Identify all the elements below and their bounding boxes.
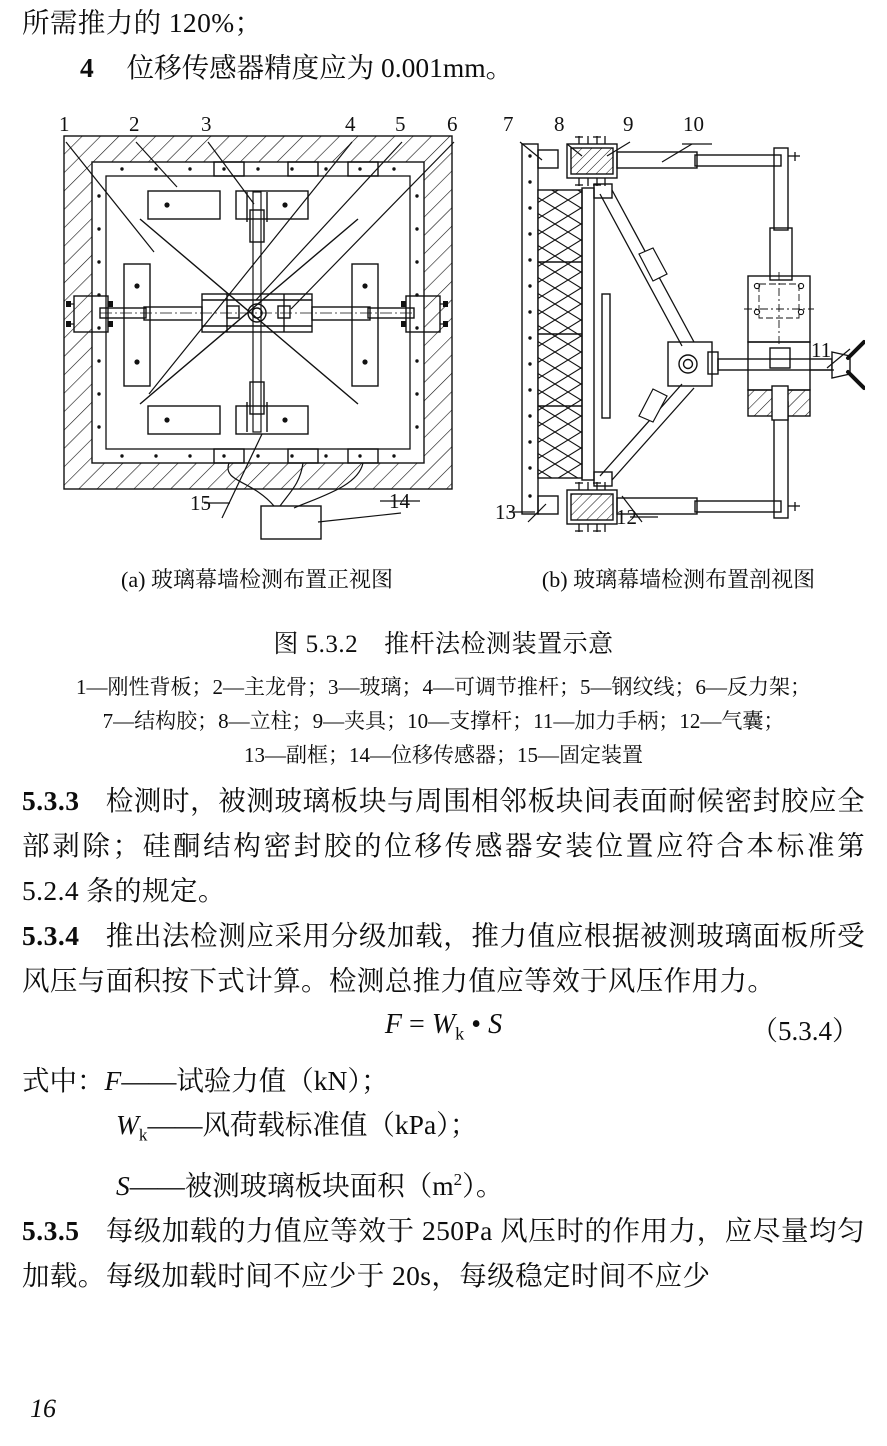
dash-W: ——	[147, 1109, 203, 1140]
legend-line-1: 1—刚性背板；2—主龙骨；3—玻璃；4—可调节推杆；5—钢纹线；6—反力架；	[76, 675, 811, 699]
clause-text-5-3-4: 推出法检测应采用分级加载，推力值应根据被测玻璃面板所受风压与面积按下式计算。检测总推力值应等效于风压作用力。	[22, 920, 865, 996]
formula-dot: •	[471, 1009, 482, 1040]
clause-number-5-3-3: 5.3.3	[22, 785, 80, 816]
clause-5-3-5	[22, 1208, 865, 1298]
clause-text-5-3-3: 检测时，被测玻璃板块与周围相邻板块间表面耐候密封胶应全部剥除；硅酮结构密封胶的位移传感器安装位置应符合本标准第 5.2.4 条的规定。	[22, 785, 865, 906]
callout-4: 4	[345, 112, 356, 136]
formula-expression	[22, 1009, 865, 1045]
symbol-W: W	[116, 1109, 139, 1140]
page-number: 16	[30, 1394, 56, 1423]
formula-rhs-symbol: W	[431, 1009, 456, 1040]
callout-12: 12	[616, 505, 637, 529]
figure-5-3-2	[22, 104, 865, 559]
figure-subcaptions	[22, 563, 865, 594]
where-definition-Wk	[22, 1103, 865, 1158]
callout-11: 11	[811, 338, 832, 362]
item-text: 位移传感器精度应为 0.001mm。	[126, 52, 514, 83]
symbol-F: F	[104, 1065, 122, 1096]
callout-5: 5	[395, 112, 406, 136]
symbol-S: S	[116, 1169, 130, 1201]
where-definition-F	[22, 1059, 865, 1103]
desc-S: 被测玻璃板块面积（m	[184, 1169, 454, 1201]
formula-equals: =	[409, 1009, 425, 1040]
callout-9: 9	[623, 112, 634, 136]
subcaption-b: (b) 玻璃幕墙检测布置剖视图	[541, 567, 816, 592]
callout-6: 6	[447, 112, 458, 136]
formula-row	[22, 1009, 865, 1059]
formula-number: （5.3.4）	[751, 1016, 859, 1046]
desc-S-tail: ）。	[462, 1169, 504, 1201]
legend-line-2: 7—结构胶；8—立柱；9—夹具；10—支撑杆；11—加力手柄；12—气囊；	[102, 709, 785, 733]
callout-2: 2	[129, 112, 140, 136]
dash-F: ——	[121, 1065, 177, 1096]
figure-title-text: 推杆法检测装置示意	[384, 631, 614, 658]
figure-title	[22, 624, 865, 660]
callout-15: 15	[190, 491, 211, 515]
formula-lhs: F	[384, 1009, 403, 1040]
item-number: 4	[80, 52, 94, 83]
desc-W: 风荷载标准值（kPa）；	[202, 1109, 478, 1140]
callout-13: 13	[495, 500, 516, 524]
desc-S-superscript: 2	[453, 1169, 463, 1189]
desc-F: 试验力值（kN）；	[176, 1065, 389, 1096]
formula-rhs-factor: S	[488, 1009, 503, 1040]
clause-number-5-3-4: 5.3.4	[22, 920, 80, 951]
callout-3: 3	[201, 112, 212, 136]
dash-S: ——	[129, 1169, 185, 1201]
where-definition-S	[22, 1158, 865, 1208]
continuation-line: 所需推力的 120%；	[22, 7, 263, 38]
where-label: 式中：	[22, 1065, 105, 1096]
clause-text-5-3-5: 每级加载的力值应等效于 250Pa 风压时的作用力，应尽量均匀加载。每级加载时间不应少于 20s，每级稳定时间不应少	[22, 1214, 865, 1291]
clause-number-5-3-5: 5.3.5	[22, 1214, 80, 1246]
subcaption-a: (a) 玻璃幕墙检测布置正视图	[121, 567, 393, 592]
callout-14: 14	[389, 489, 410, 513]
figure-drawing	[22, 104, 865, 559]
figure-title-number: 图 5.3.2	[273, 631, 359, 658]
figure-legend	[22, 670, 865, 772]
callout-1: 1	[59, 112, 70, 136]
callout-7: 7	[503, 112, 514, 136]
formula-rhs-subscript: k	[455, 1023, 465, 1044]
callout-10: 10	[683, 112, 704, 136]
callout-8: 8	[554, 112, 565, 136]
clause-5-3-4	[22, 913, 865, 1003]
clause-5-3-3	[22, 778, 865, 913]
symbol-W-subscript: k	[138, 1125, 148, 1145]
numbered-item-4	[22, 45, 865, 90]
legend-line-3: 13—副框；14—位移传感器；15—固定装置	[244, 743, 643, 767]
